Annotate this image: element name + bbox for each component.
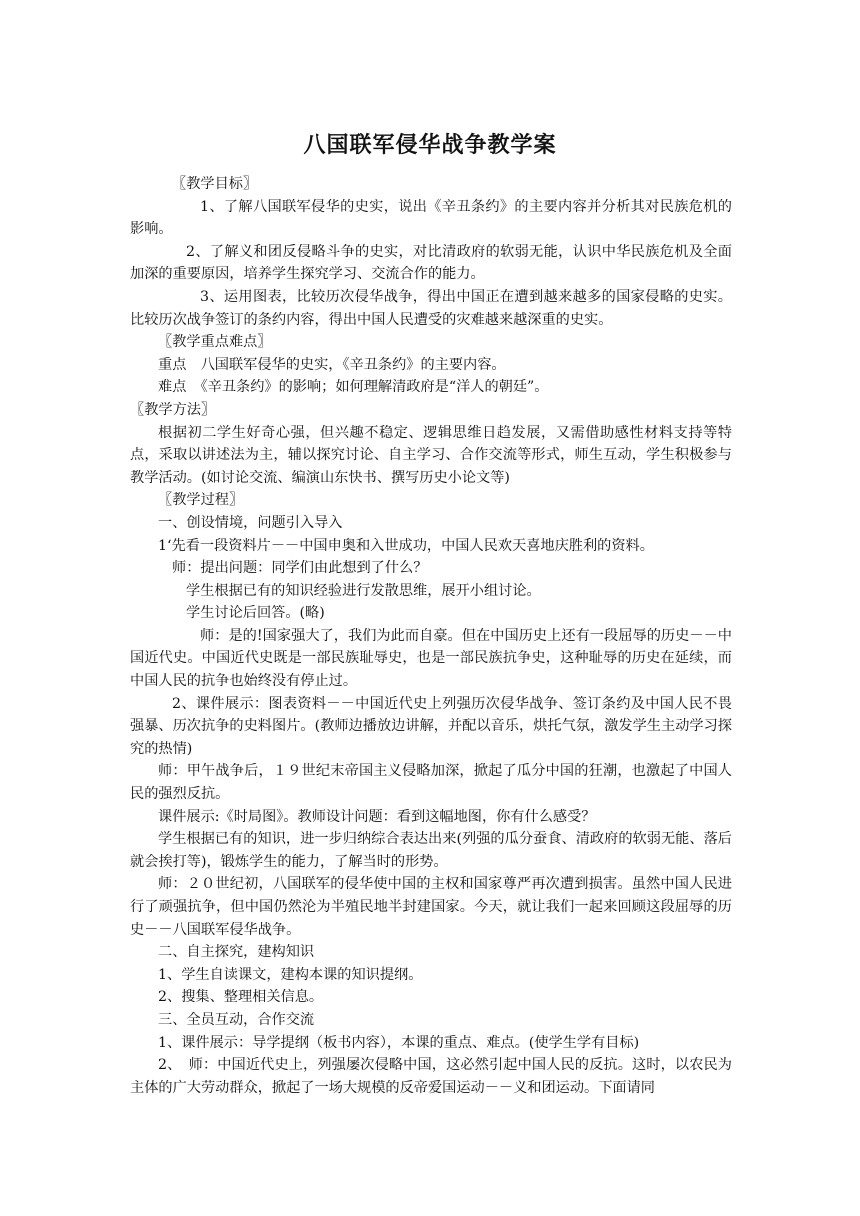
paragraph: 2、了解义和团反侵略斗争的史实，对比清政府的软弱无能，认识中华民族危机及全面加深的重要原因，培养学生探究学习、交流合作的能力。	[130, 243, 732, 283]
paragraph: 学生讨论后回答。(略)	[186, 605, 325, 622]
paragraph: 二、自主探究，建构知识	[158, 944, 315, 961]
paragraph: 1、了解八国联军侵华的史实，说出《辛丑条约》的主要内容并分析其对民族危机的影响。	[130, 198, 732, 238]
paragraph: 2、课件展示：图表资料－－中国近代史上列强历次侵华战争、签订条约及中国人民不畏强暴、历次抗争的史料图片。(教师边播放边讲解，并配以音乐，烘托气氛，激发学生主动学习探究的热情)	[130, 695, 732, 757]
paragraph: 师：甲午战争后，１９世纪末帝国主义侵略加深，掀起了瓜分中国的狂潮，也激起了中国人民的强烈反抗。	[130, 763, 732, 803]
paragraph: 3、运用图表，比较历次侵华战争，得出中国正在遭到越来越多的国家侵略的史实。比较历次战争签订的条约内容，得出中国人民遭受的灾难越来越深重的史实。	[130, 288, 732, 328]
paragraph: 根据初二学生好奇心强，但兴趣不稳定、逻辑思维日趋发展，又需借助感性材料支持等特点，采取以讲述法为主，辅以探究讨论、自主学习、合作交流等形式，师生互动，学生积极参与教学活动。(如讨论交流、编演山东快书、撰写历史小论文等)	[130, 424, 732, 486]
paragraph: 师：２０世纪初，八国联军的侵华使中国的主权和国家尊严再次遭到损害。虽然中国人民进行了顽强抗争，但中国仍然沦为半殖民地半封建国家。今天，就让我们一起来回顾这段屈辱的历史－－八国联军侵华战争。	[130, 876, 732, 938]
paragraph: 〖教学重点难点〗	[158, 334, 272, 351]
paragraph: 师：提出问题：同学们由此想到了什么？	[172, 560, 428, 577]
document-title: 八国联军侵华战争教学案	[303, 132, 557, 158]
paragraph: 2、 师：中国近代史上，列强屡次侵略中国，这必然引起中国人民的反抗。这时，以农民为主体的广大劳动群众，掀起了一场大规模的反帝爱国运动－－义和团运动。下面请同	[130, 1057, 732, 1096]
paragraph: 1、学生自读课文，建构本课的知识提纲。	[158, 966, 423, 983]
paragraph: 师：是的!国家强大了，我们为此而自豪。但在中国历史上还有一段屈辱的历史－－中国近代史。中国近代史既是一部民族耻辱史，也是一部民族抗争史，这种耻辱的历史在延续，而中国人民的抗争也始终没有停止过。	[130, 627, 732, 690]
paragraph: 一、创设情境，问题引入导入	[158, 514, 343, 531]
paragraph: 1‘先看一段资料片－－中国申奥和入世成功，中国人民欢天喜地庆胜利的资料。	[158, 537, 654, 554]
paragraph: 1、课件展示：导学提纲（板书内容），本课的重点、难点。(使学生学有目标)	[158, 1034, 640, 1051]
paragraph: 〖教学方法〗	[130, 401, 216, 418]
paragraph: 〖教学目标〗	[172, 176, 258, 192]
paragraph: 学生根据已有的知识经验进行发散思维，展开小组讨论。	[186, 582, 541, 599]
document-body	[130, 173, 732, 1099]
paragraph: 2、搜集、整理相关信息。	[158, 989, 324, 1006]
paragraph: 重点 八国联军侵华的史实，《辛丑条约》的主要内容。	[158, 356, 506, 373]
paragraph: 课件展示:《时局图》。教师设计问题：看到这幅地图，你有什么感受？	[158, 808, 596, 825]
paragraph: 〖教学过程〗	[158, 492, 244, 509]
paragraph: 三、全员互动，合作交流	[158, 1011, 315, 1028]
paragraph: 学生根据已有的知识，进一步归纳综合表达出来(列强的瓜分蚕食、清政府的软弱无能、落后就会挨打等)，锻炼学生的能力，了解当时的形势。	[130, 831, 732, 870]
paragraph: 难点 《辛丑条约》的影响；如何理解清政府是“洋人的朝廷”。	[158, 379, 549, 396]
